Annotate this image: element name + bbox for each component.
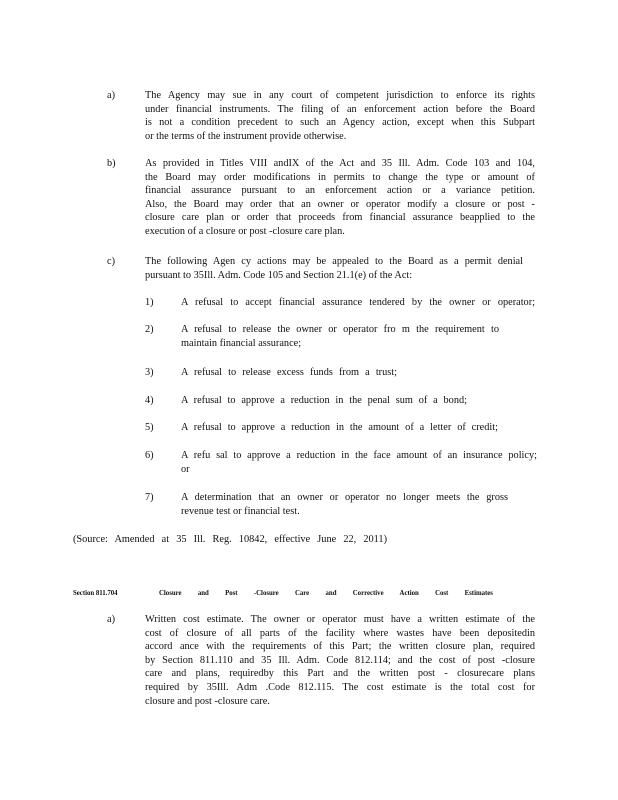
- subitem-3-text: [181, 366, 397, 380]
- text-line: A refusal to approve a reduction in the penal sum of a bond;: [181, 395, 467, 406]
- subitem-1-text: [181, 296, 535, 310]
- subitem-label-5: 5): [145, 422, 154, 433]
- text-line: closure care plan or order that proceeds from financial assurance beapplied to the: [145, 212, 535, 224]
- subitem-5-text: [181, 421, 498, 435]
- text-line: closure and post -closure care.: [145, 695, 270, 707]
- text-line: Also, the Board may order that an owner or operator modify a closure or post -: [145, 198, 535, 210]
- text-line: revenue test or financial test.: [181, 505, 300, 517]
- text-line: A refusal to release the owner or operator fro m the requirement to: [181, 324, 499, 335]
- item-label-b: b): [107, 158, 116, 169]
- text-line: A determination that an owner or operator no longer meets the gross: [181, 492, 508, 503]
- section-item-a-text: [145, 613, 535, 708]
- text-line: A refusal to approve a reduction in the amount of a letter of credit;: [181, 422, 498, 433]
- item-label-c: c): [107, 256, 115, 267]
- text-line: As provided in Titles VIII andIX of the Act and 35 Ill. Adm. Code 103 and 104,: [145, 158, 535, 169]
- section-number: Section 811.704: [73, 588, 118, 597]
- text-line: A refusal to accept financial assurance tendered by the owner or operator;: [181, 297, 535, 308]
- text-line: required by 35Ill. Adm .Code 812.115. The cost estimate is the total cost for: [145, 681, 535, 693]
- subitem-label-4: 4): [145, 395, 154, 406]
- item-c-text: [145, 255, 523, 282]
- source-note: [73, 533, 387, 547]
- item-label-a: a): [107, 90, 115, 101]
- subitem-6-text: [181, 449, 537, 476]
- text-line: The following Agen cy actions may be appealed to the Board as a permit denial: [145, 256, 523, 267]
- text-line: financial assurance pursuant to an enforcement action or a variance petition.: [145, 185, 535, 197]
- text-line: Written cost estimate. The owner or operator must have a written estimate of the: [145, 614, 535, 625]
- subitem-7-text: [181, 491, 508, 518]
- section-title: Closure and Post -Closure Care and Corrective Action Cost Estimates: [159, 588, 493, 597]
- text-line: by Section 811.110 and 35 Ill. Adm. Code 812.114; and the cost of post -closure: [145, 654, 535, 666]
- text-line: the Board may order modifications in permits to change the type or amount of: [145, 171, 535, 183]
- subitem-label-6: 6): [145, 450, 154, 461]
- text-line: care and plans, requiredby this Part and the written post - closurecare plans: [145, 668, 535, 680]
- section-item-label-a: a): [107, 614, 115, 625]
- text-line: under financial instruments. The filing of an enforcement action before the Board: [145, 103, 535, 115]
- item-b-text: [145, 157, 535, 239]
- text-line: A refusal to release excess funds from a trust;: [181, 367, 397, 378]
- subitem-label-2: 2): [145, 324, 154, 335]
- text-line: cost of closure of all parts of the facility where wastes have been depositedin: [145, 627, 535, 639]
- text-line: The Agency may sue in any court of competent jurisdiction to enforce its rights: [145, 90, 535, 101]
- text-line: execution of a closure or post -closure care plan.: [145, 225, 345, 237]
- text-line: maintain financial assurance;: [181, 337, 302, 349]
- text-line: A refu sal to approve a reduction in the face amount of an insurance policy;: [181, 450, 537, 461]
- text-line: accord ance with the requirements of this Part; the written closure plan, required: [145, 641, 535, 653]
- subitem-label-7: 7): [145, 492, 154, 503]
- source-note-text: (Source: Amended at 35 Ill. Reg. 10842, effective June 22, 2011): [73, 534, 387, 545]
- text-line: or the terms of the instrument provide otherwise.: [145, 130, 347, 142]
- subitem-label-1: 1): [145, 297, 154, 308]
- subitem-label-3: 3): [145, 367, 154, 378]
- subitem-2-text: [181, 323, 499, 350]
- text-line: is not a condition precedent to such an Agency action, except when this Subpart: [145, 117, 535, 129]
- text-line: or: [181, 463, 190, 475]
- item-a-text: [145, 89, 535, 143]
- subitem-4-text: [181, 394, 467, 408]
- text-line: pursuant to 35Ill. Adm. Code 105 and Section 21.1(e) of the Act:: [145, 269, 413, 281]
